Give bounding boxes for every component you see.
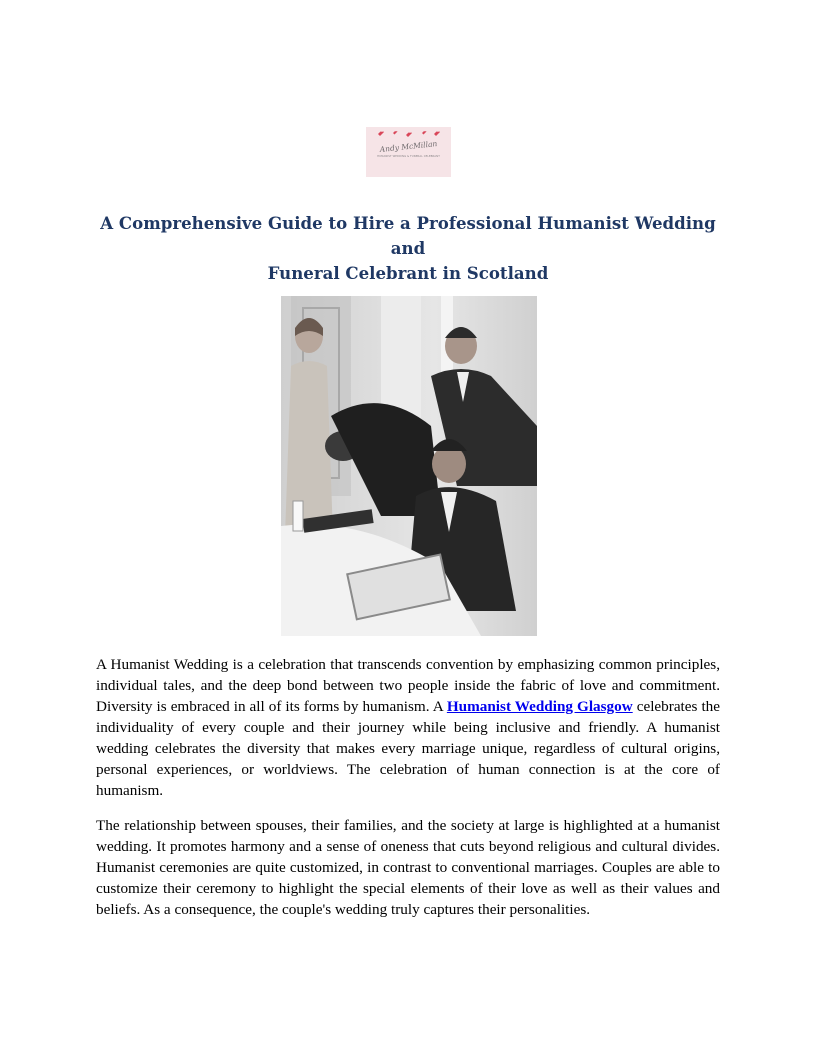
paragraph-1 xyxy=(96,654,720,801)
page-title xyxy=(96,211,720,286)
title-line-2: Funeral Celebrant in Scotland xyxy=(267,263,549,283)
paragraph-1-text-start: A Humanist Wedding is a celebration that transcends convention by emphasizing common principles, individual tales, and the deep bond between two people inside the fabric of love and commitment. Diversity is embraced in all of its forms by humanism. A xyxy=(96,656,720,715)
logo-script-text: Andy McMillan xyxy=(379,139,438,154)
paragraph-2: The relationship between spouses, their families, and the society at large is highlighted at a humanist wedding. It promotes harmony and a sense of oneness that cuts beyond religious and cultural divides. Humanist ceremonies are quite customized, in contrast to conventional marriages. Couples are able to customize their ceremony to highlight the special elements of their love as well as their values and beliefs. As a consequence, the couple's wedding truly captures their personalities. xyxy=(96,817,720,918)
title-line-1: A Comprehensive Guide to Hire a Professional Humanist Wedding and xyxy=(100,213,716,258)
paragraph-1-text-end: celebrates the individuality of every couple and their journey while being inclusive and friendly. A humanist wedding celebrates the diversity that makes every marriage unique, regardless of cultural origins, personal experiences, or worldviews. The celebration of human connection is at the core of humanism. xyxy=(96,698,720,799)
wedding-photo xyxy=(281,296,537,636)
wedding-photo-image xyxy=(281,296,537,636)
hearts-decoration-icon xyxy=(366,130,451,138)
logo xyxy=(366,127,451,177)
logo-tagline: HUMANIST WEDDING & FUNERAL CELEBRANT xyxy=(377,155,440,158)
humanist-wedding-glasgow-link[interactable]: Humanist Wedding Glasgow xyxy=(446,698,633,715)
